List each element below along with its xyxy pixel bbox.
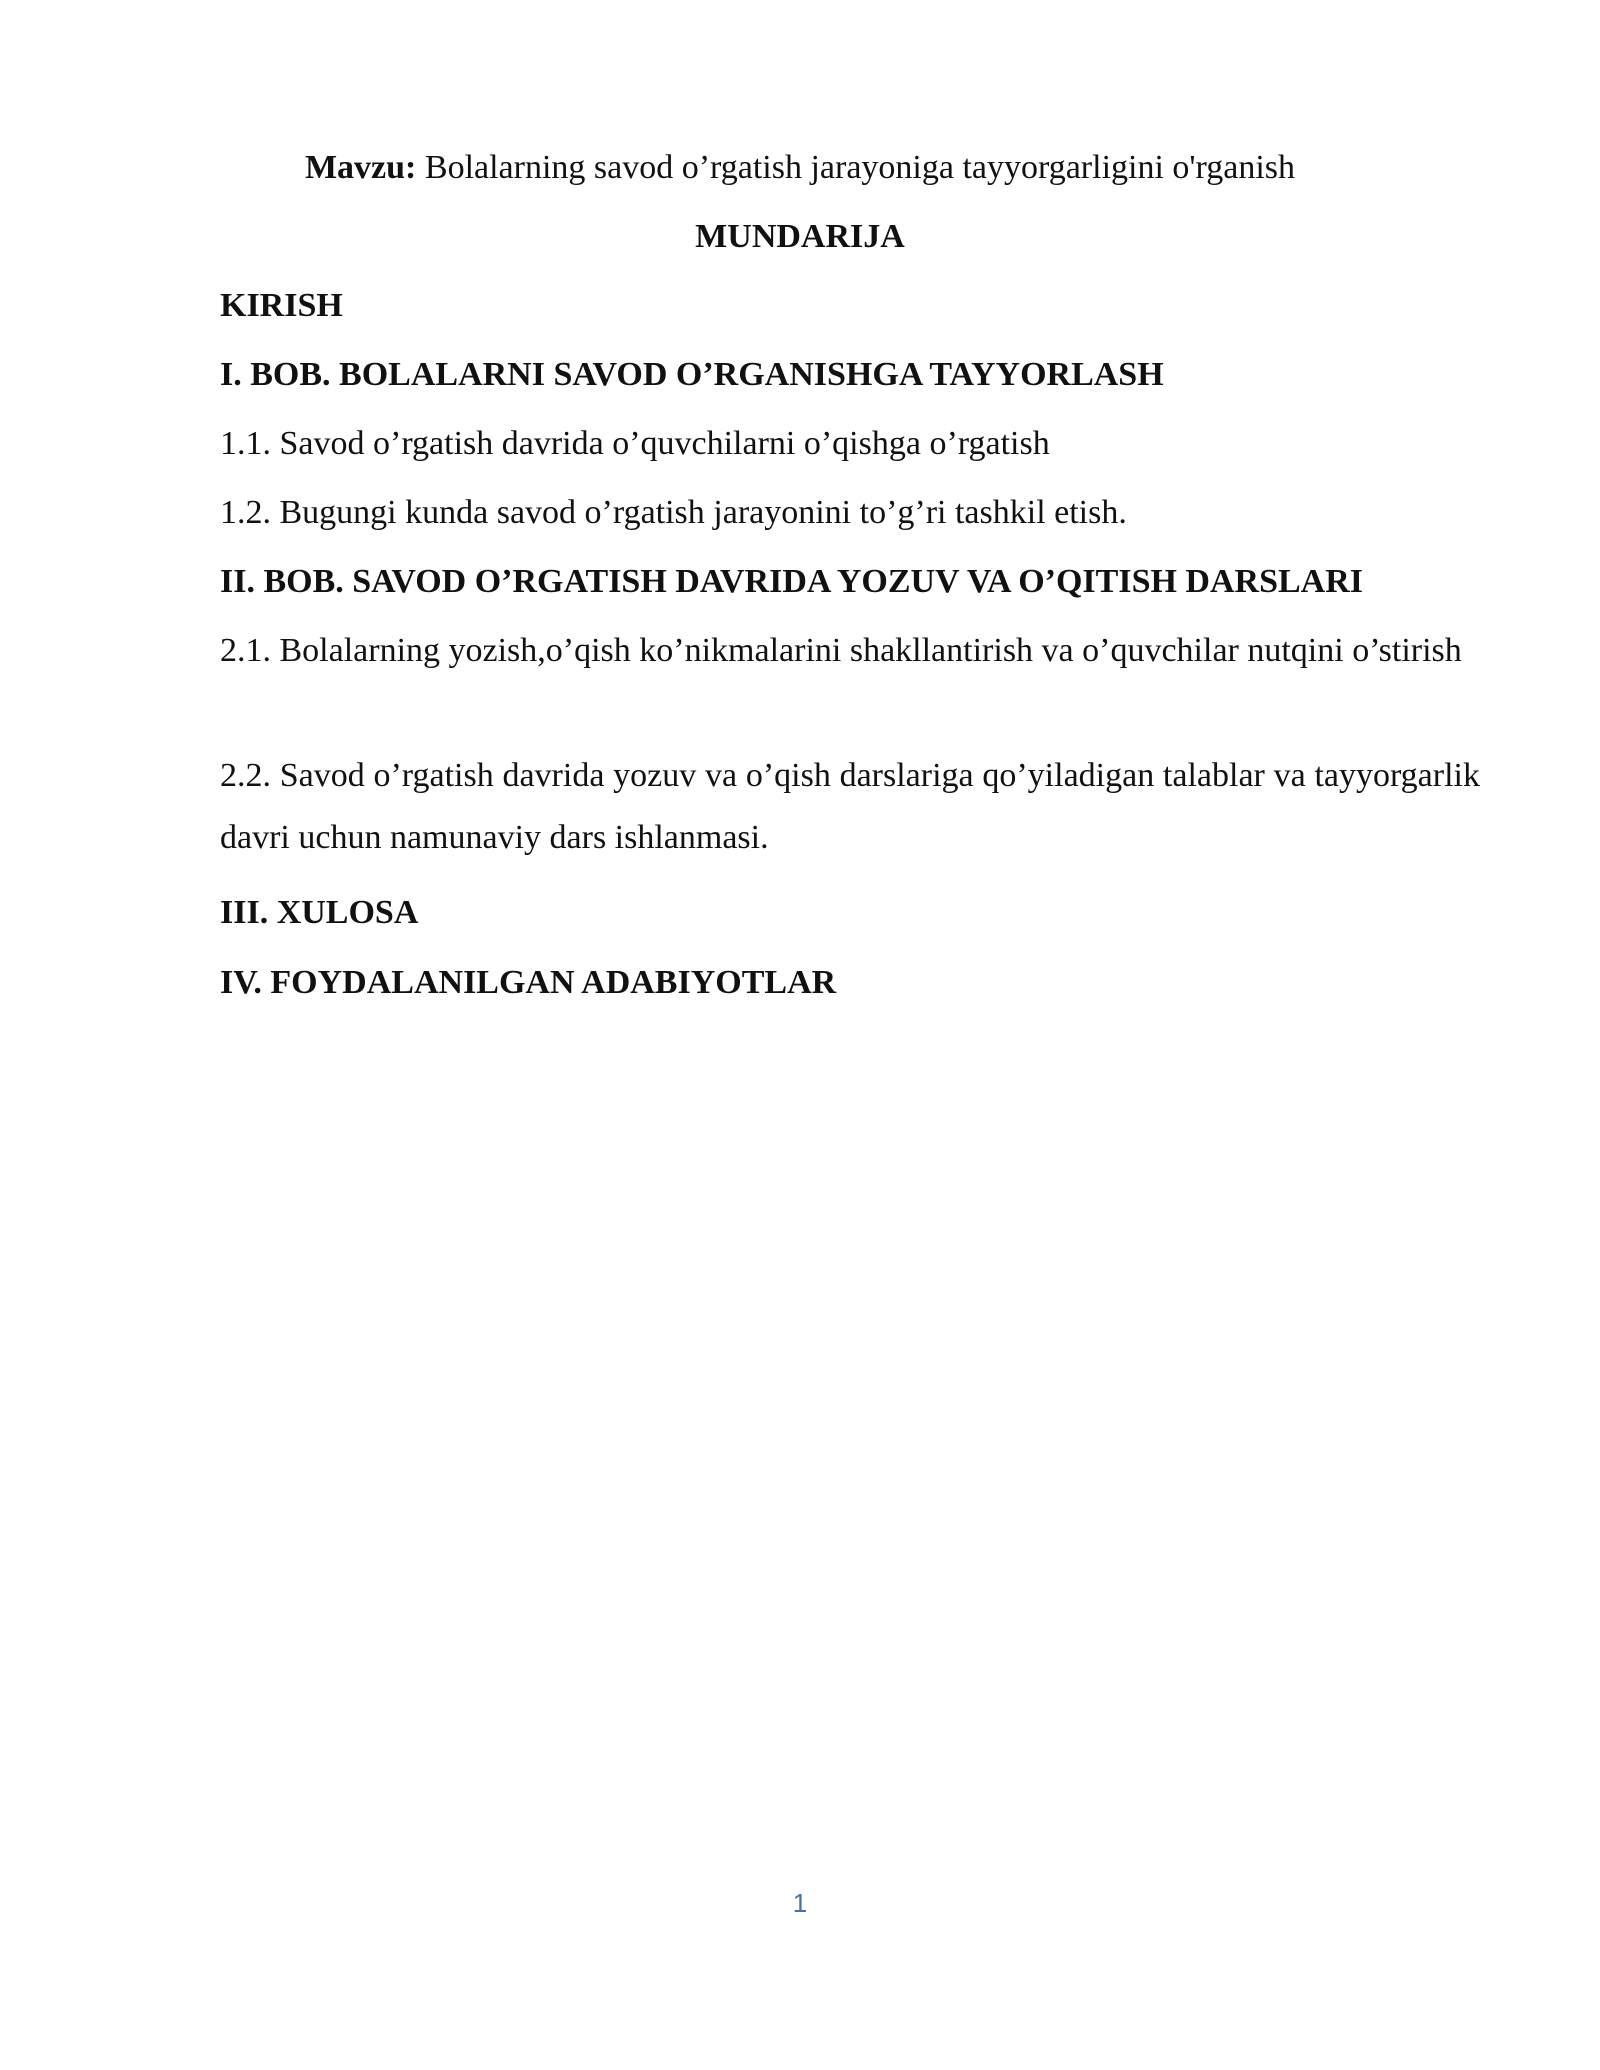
toc-intro: KIRISH [220, 287, 343, 324]
toc-item-2-1 [220, 627, 1480, 675]
toc-item-number: 2.2. [220, 757, 271, 794]
toc-item-text: Savod o’rgatish davrida yozuv va o’qish darslariga qo’yiladigan talablar va tayyorgarlik davri uchun namunaviy dars ishlanmasi. [220, 757, 1480, 856]
toc-item-number: 1.2. [220, 494, 271, 531]
toc-references: IV. FOYDALANILGAN ADABIYOTLAR [220, 964, 837, 1001]
toc-item-number: 2.1. [220, 632, 271, 669]
toc-item-text: Bolalarning yozish,o’qish ko’nikmalarini shakllantirish va o’quvchilar nutqini o’stirish [271, 632, 1462, 669]
toc-item-text: Savod o’rgatish davrida o’quvchilarni o’qishga o’rgatish [271, 425, 1050, 462]
topic-line [0, 148, 1600, 188]
toc-item-1-1 [220, 424, 1480, 464]
page-number: 1 [792, 1888, 808, 1918]
topic-label: Mavzu: [304, 149, 417, 186]
toc-heading: MUNDARIJA [695, 218, 905, 255]
toc-item-1-2 [220, 493, 1480, 533]
toc-conclusion: III. XULOSA [220, 894, 419, 931]
toc-chapter-2-title: II. BOB. SAVOD O’RGATISH DAVRIDA YOZUV VA O’QITISH DARSLARI [220, 563, 1364, 600]
toc-item-text: Bugungi kunda savod o’rgatish jarayonini to’g’ri tashkil etish. [271, 494, 1127, 531]
topic-text: Bolalarning savod o’rgatish jarayoniga tayyorgarligini o'rganish [416, 149, 1296, 186]
toc-item-2-2 [220, 745, 1480, 869]
toc-item-number: 1.1. [220, 425, 271, 462]
toc-chapter-1-title: I. BOB. BOLALARNI SAVOD O’RGANISHGA TAYYORLASH [220, 356, 1164, 393]
